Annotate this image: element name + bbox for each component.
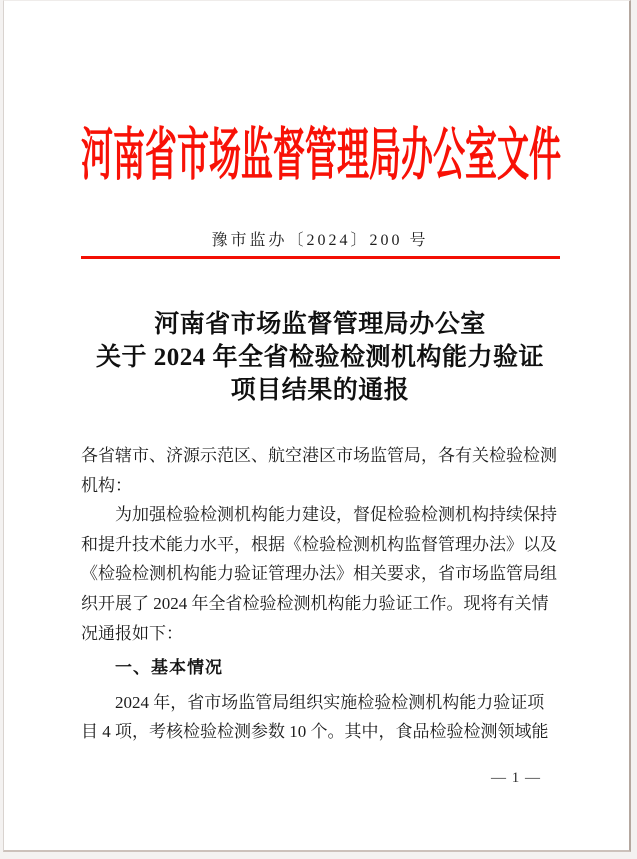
document-title-line-2: 关于 2024 年全省检验检测机构能力验证 [95,344,544,371]
paragraph-1-line-4: 织开展了 2024 年全省检验检测机构能力验证工作。现将有关情 [81,593,549,613]
document-page [3,0,631,852]
salutation-line-1: 各省辖市、济源示范区、航空港区市场监管局，各有关检验检测 [81,446,557,465]
paragraph-1-line-3: 《检验检测机构能力验证管理办法》相关要求，省市场监管局组 [81,564,557,584]
salutation-line-2: 机构： [81,475,132,495]
paragraph-1-line-5: 况通报如下： [81,623,183,643]
document-title [81,308,559,407]
document-number: 豫市监办〔2024〕200 号 [211,232,429,249]
document-title-line-1: 河南省市场监督管理局办公室 [154,311,486,338]
paragraph-1-line-1: 为加强检验检测机构能力建设，督促检验检测机构持续保持 [115,505,557,525]
paragraph-1-line-2: 和提升技术能力水平，根据《检验检测机构监督管理办法》以及 [81,534,557,554]
section-heading: 一、基本情况 [115,658,223,678]
issuing-office-banner: 河南省市场监督管理局办公室文件 [81,122,562,187]
document-body [81,441,560,747]
red-divider-line [81,256,560,259]
document-title-line-3: 项目结果的通报 [230,377,410,404]
paragraph-2-line-1: 2024 年，省市场监管局组织实施检验检测机构能力验证项 [115,692,545,712]
page-number: — 1 — [491,770,541,786]
paragraph-2-line-2: 目 4 项，考核检验检测参数 10 个。其中，食品检验检测领域能 [81,722,549,742]
